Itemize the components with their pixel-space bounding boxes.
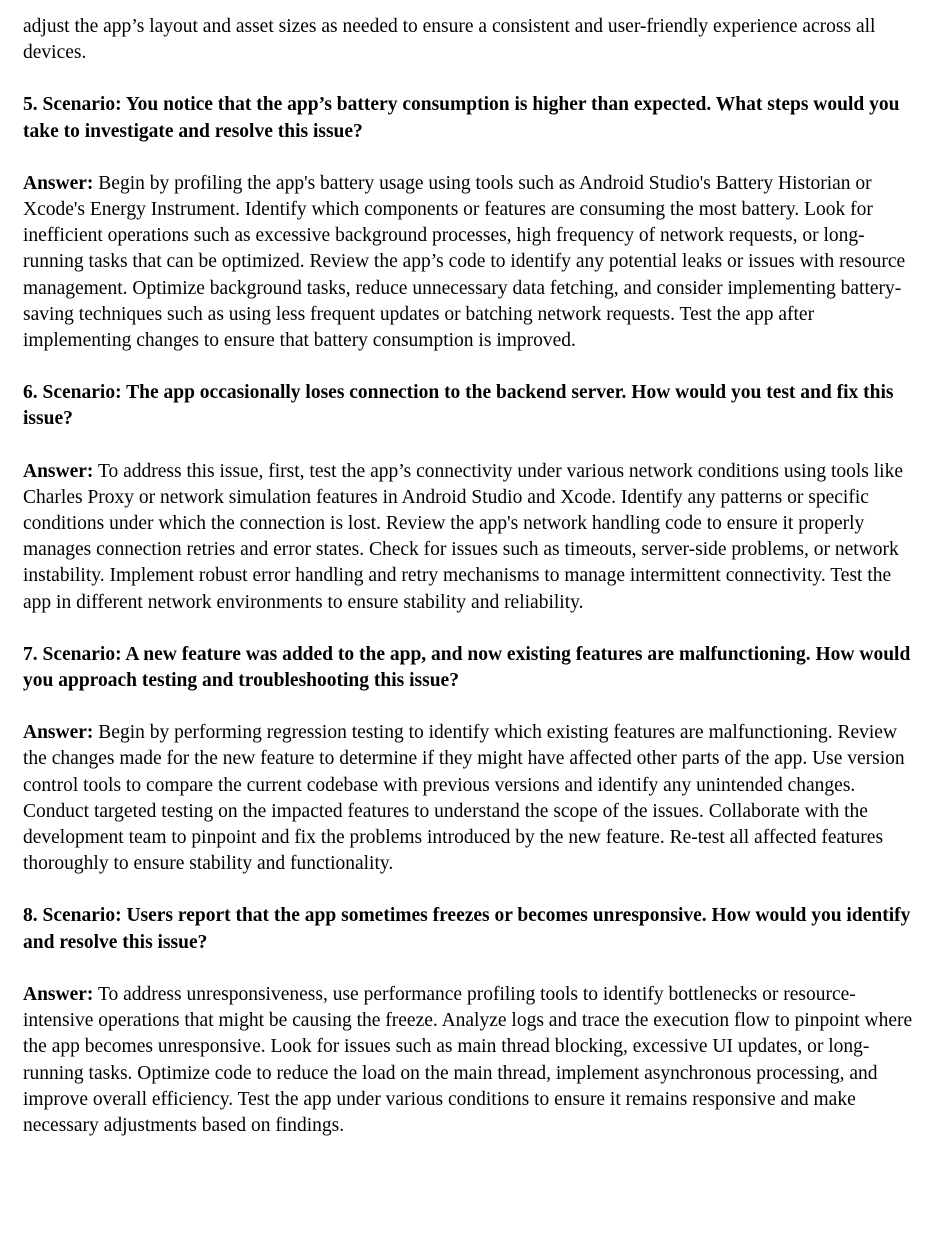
question-5: 5. Scenario: You notice that the app’s battery consumption is higher than expected. What steps would you take to investigate and resolve this issue?	[23, 94, 900, 142]
answer-6-text: To address this issue, first, test the app’s connectivity under various network conditions using tools like Charles Proxy or network simulation features in Android Studio and Xcode. Identify any patterns or specific conditions under which the connection is lost. Review the app's network handling code to ensure it properly manages connection retries and error states. Check for issues such as timeouts, server-side problems, or network instability. Implement robust error handling and retry mechanisms to manage intermittent connectivity. Test the app in different network environments to ensure stability and reliability.	[23, 460, 903, 613]
answer-7-text: Begin by performing regression testing to identify which existing features are malfunctioning. Review the changes made for the new feature to determine if they might have affected other parts of the app. Use version control tools to compare the current codebase with previous versions and identify any unintended changes. Conduct targeted testing on the impacted features to understand the scope of the issues. Collaborate with the development team to pinpoint and fix the problems introduced by the new feature. Re-test all affected features thoroughly to ensure stability and functionality.	[23, 722, 905, 875]
question-8: 8. Scenario: Users report that the app sometimes freezes or becomes unresponsive. How would you identify and resolve this issue?	[23, 905, 911, 953]
question-6: 6. Scenario: The app occasionally loses connection to the backend server. How would you test and fix this issue?	[23, 382, 894, 430]
answer-7-label: Answer:	[23, 722, 94, 744]
answer-8-text: To address unresponsiveness, use performance profiling tools to identify bottlenecks or resource-intensive operations that might be causing the freeze. Analyze logs and trace the execution flow to pinpoint where the app becomes unresponsive. Look for issues such as main thread blocking, excessive UI updates, or long-running tasks. Optimize code to reduce the load on the main thread, implement asynchronous processing, and improve overall efficiency. Test the app under various conditions to ensure it remains responsive and make necessary adjustments based on findings.	[23, 983, 913, 1136]
answer-5	[23, 171, 923, 354]
answer-7	[23, 720, 923, 877]
question-7: 7. Scenario: A new feature was added to the app, and now existing features are malfunctioning. How would you approach testing and troubleshooting this issue?	[23, 643, 911, 692]
answer-5-text: Begin by profiling the app's battery usage using tools such as Android Studio's Battery Historian or Xcode's Energy Instrument. Identify which components or features are consuming the most battery. Look for inefficient operations such as excessive background processes, high frequency of network requests, or long-running tasks that can be optimized. Review the app’s code to identify any potential leaks or issues with resource management. Optimize background tasks, reduce unnecessary data fetching, and consider implementing battery-saving techniques such as using less frequent updates or batching network requests. Test the app after implementing changes to ensure that battery consumption is improved.	[23, 172, 906, 352]
paragraph-continuation: adjust the app’s layout and asset sizes as needed to ensure a consistent and user-friendly experience across all devices.	[23, 16, 876, 64]
answer-8-label: Answer:	[23, 983, 94, 1005]
answer-6	[23, 459, 923, 616]
answer-6-label: Answer:	[23, 460, 94, 482]
answer-5-label: Answer:	[23, 172, 94, 194]
answer-8	[23, 982, 923, 1139]
